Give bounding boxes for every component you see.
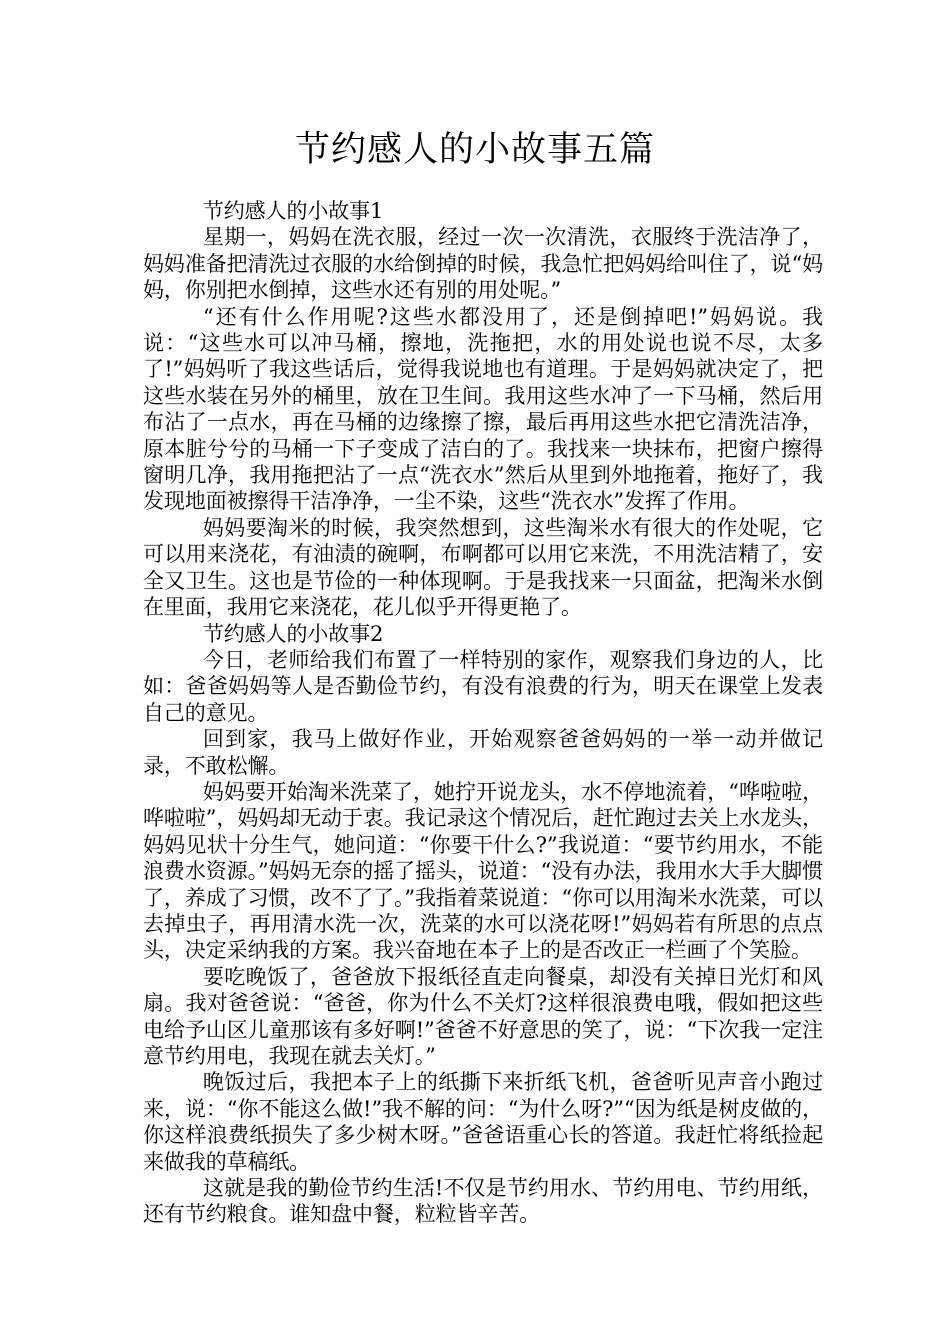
- paragraph: 妈妈要淘米的时候，我突然想到，这些淘米水有很大的作处呢，它可以用来浇花，有油渍的碗啊，布啊都可以用它来洗，不用洗洁精了，安全又卫生。这也是节俭的一种体现啊。于是我找来一只面盆，把淘米水倒在里面，我用它来浇花，花儿似乎开得更艳了。: [143, 515, 823, 620]
- paragraph: 回到家，我马上做好作业，开始观察爸爸妈妈的一举一动并做记录，不敢松懈。: [143, 727, 823, 778]
- paragraph: 星期一，妈妈在洗衣服，经过一次一次清洗，衣服终于洗洁净了，妈妈准备把清洗过衣服的水给倒掉的时候，我急忙把妈妈给叫住了，说“妈妈，你别把水倒掉，这些水还有别的用处呢。”: [143, 225, 823, 303]
- paragraph: 今日，老师给我们布置了一样特别的家作，观察我们身边的人，比如：爸爸妈妈等人是否勤俭节约，有没有浪费的行为，明天在课堂上发表自己的意见。: [143, 647, 823, 725]
- paragraph: 要吃晚饭了，爸爸放下报纸径直走向餐桌，却没有关掉日光灯和风扇。我对爸爸说：“爸爸，你为什么不关灯?这样很浪费电哦，假如把这些电给予山区儿童那该有多好啊!”爸爸不好意思的笑了，说：“下次我一定注意节约用电，我现在就去关灯。”: [143, 964, 823, 1068]
- document-title: 节约感人的小故事五篇: [294, 130, 655, 170]
- document-body: [143, 198, 823, 1228]
- paragraph: 妈妈要开始淘米洗菜了，她拧开说龙头，水不停地流着，“哗啦啦，哗啦啦”，妈妈却无动于衷。我记录这个情况后，赶忙跑过去关上水龙头，妈妈见状十分生气，她问道：“你要干什么?”我说道：“要节约用水，不能浪费水资源。”妈妈无奈的摇了摇头，说道：“没有办法，我用水大手大脚惯了，养成了习惯，改不了了。”我指着菜说道：“你可以用淘米水洗菜，可以去掉虫子，再用清水洗一次，洗菜的水可以浇花呀!”妈妈若有所思的点点头，决定采纳我的方案。我兴奋地在本子上的是否改正一栏画了个笑脸。: [143, 779, 823, 963]
- story-2-heading: 节约感人的小故事2: [202, 621, 384, 646]
- paragraph: 晚饭过后，我把本子上的纸撕下来折纸飞机，爸爸听见声音小跑过来，说：“你不能这么做!”我不解的问：“为什么呀?”“因为纸是树皮做的，你这样浪费纸损失了多少树木呀。”爸爸语重心长的答道。我赶忙将纸捡起来做我的草稿纸。: [143, 1070, 823, 1174]
- paragraph: “还有什么作用呢?这些水都没用了，还是倒掉吧!”妈妈说。我说：“这些水可以冲马桶，擦地，洗拖把，水的用处说也说不尽，太多了!”妈妈听了我这些话后，觉得我说地也有道理。于是妈妈就决定了，把这些水装在另外的桶里，放在卫生间。我用这些水冲了一下马桶，然后用布沾了一点水，再在马桶的边缘擦了擦，最后再用这些水把它清洗洁净，原本脏兮兮的马桶一下子变成了洁白的了。我找来一块抹布，把窗户擦得窗明几净，我用拖把沾了一点“洗衣水”然后从里到外地拖着，拖好了，我发现地面被擦得干洁净净，一尘不染，这些“洗衣水”发挥了作用。: [143, 304, 823, 514]
- paragraph: 这就是我的勤俭节约生活!不仅是节约用水、节约用电、节约用纸，还有节约粮食。谁知盘中餐，粒粒皆辛苦。: [143, 1176, 823, 1227]
- story-1-heading: 节约感人的小故事1: [202, 199, 384, 223]
